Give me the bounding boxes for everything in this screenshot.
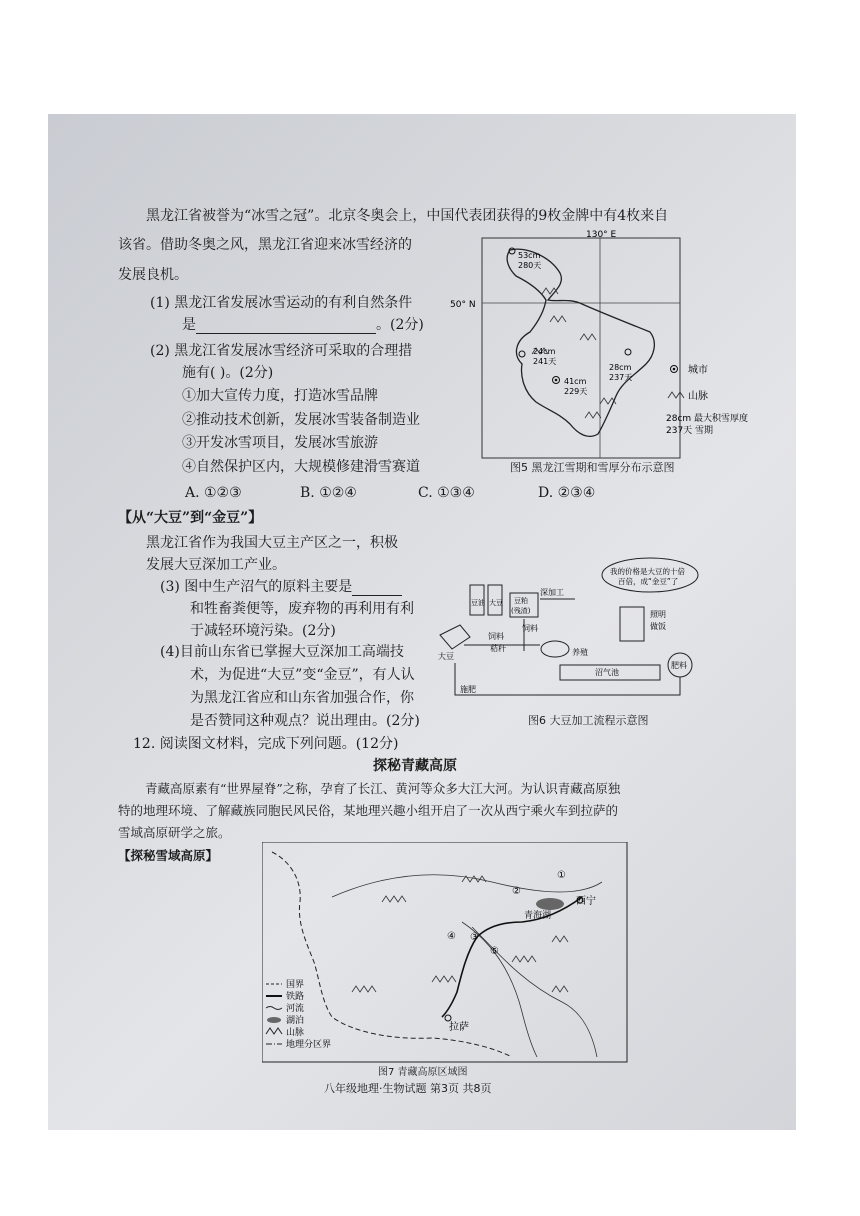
legend-river: 河流 (286, 1004, 305, 1014)
q2-option-b[interactable]: B. ①②④ (300, 485, 357, 501)
figure-7-tibet-map (262, 842, 628, 1064)
province-outline (507, 249, 654, 436)
marker-5: ⑤ (490, 946, 499, 957)
legend-lake-icon (267, 1017, 281, 1023)
q1-answer-blank[interactable] (196, 319, 376, 334)
q12-para-2: 特的地理环境、了解藏族同胞民风民俗，某地理兴趣小组开启了一次从西宁乘火车到拉萨的 (118, 803, 619, 818)
q12-title: 探秘青藏高原 (373, 758, 457, 774)
q1-suffix: 。(2分) (376, 317, 424, 333)
legend-mountain-icon (668, 392, 684, 398)
q3-text: (3) 图中生产沼气的原料主要是 (160, 579, 353, 595)
bubble-line-2: 百倍，成“金豆”了 (618, 577, 679, 586)
marker-2: ② (512, 886, 521, 897)
legend-mountain-label: 山脉 (688, 391, 708, 402)
bubble-line-1: 我的价格是大豆的十倍 (610, 567, 685, 576)
legend-mountain-icon (266, 1028, 282, 1034)
pt2-days: 241天 (533, 357, 557, 366)
label-biogas: 沼气池 (595, 668, 619, 677)
q12-para-3: 雪域高原研学之旅。 (118, 825, 231, 840)
section-line-1: 黑龙江省作为我国大豆主产区之一，积极 (146, 535, 398, 551)
q2-line-1: (2) 黑龙江省发展冰雪经济可采取的合理措 (150, 343, 413, 359)
city-marker-4 (625, 349, 631, 355)
label-feed-1: 饲料 (522, 624, 538, 633)
q4-line-2: 术，为促进“大豆”变“金豆”，有人认 (190, 667, 415, 683)
pt3-depth: 41cm (564, 377, 587, 386)
q12-stem: 12. 阅读图文材料，完成下列问题。(12分) (133, 736, 399, 752)
place-qinghai-lake: 青海湖 (524, 911, 552, 921)
label-residue: (残渣) (511, 607, 531, 615)
intro-line-2: 该省。借助冬奥之风，黑龙江省迎来冰雪经济的 (118, 237, 412, 253)
mountain-symbols (352, 876, 568, 992)
q1-line-1: (1) 黑龙江省发展冰雪运动的有利自然条件 (150, 295, 413, 311)
livestock (541, 641, 569, 657)
q12-subsection: 【探秘雪域高原】 (118, 848, 219, 863)
legend-river-icon (266, 1007, 282, 1010)
q4-line-4: 是否赞同这种观点？说出理由。(2分) (190, 713, 420, 729)
q2-item-3: ③开发冰雪项目，发展冰雪旅游 (182, 435, 378, 451)
label-lighting: 照明 (650, 610, 666, 619)
lhasa-marker (445, 1015, 451, 1021)
figure-6-soy-flow (430, 555, 700, 710)
pt4-days: 237天 (609, 373, 633, 382)
capital-dot (555, 379, 558, 382)
lon-label: 130° E (586, 230, 617, 240)
marker-3: ③ (470, 932, 479, 943)
label-breeding: 养殖 (572, 648, 588, 657)
q2-item-4: ④自然保护区内，大规模修建滑雪赛道 (182, 459, 420, 475)
q3-line-3: 于减轻环境污染。(2分) (190, 623, 336, 639)
pt1-depth: 53cm (518, 251, 541, 260)
intro-line-1: 黑龙江省被誉为“冰雪之冠”。北京冬奥会上，中国代表团获得的9枚金牌中有4枚来自 (146, 208, 669, 224)
legend-depth-example: 28cm 最大积雪厚度 (666, 414, 749, 424)
legend-division: 地理分区界 (286, 1040, 332, 1050)
label-meal: 豆粕 (514, 597, 528, 605)
figure-5-caption: 图5 黑龙江雪期和雪厚分布示意图 (510, 461, 675, 474)
label-soybean: 大豆 (438, 652, 454, 661)
q12-para-1: 青藏高原素有“世界屋脊”之称，孕育了长江、黄河等众多大江大河。为认识青藏高原独 (145, 781, 621, 796)
label-apply: 施肥 (460, 685, 476, 694)
q4-line-3: 为黑龙江省应和山东省加强合作，你 (190, 690, 414, 706)
place-xining: 西宁 (576, 896, 596, 907)
qinghai-lake (536, 898, 564, 910)
legend-days-example: 237天 雪期 (666, 426, 714, 436)
label-soy-oil: 豆油 (471, 599, 485, 607)
label-feed-2: 饲料 (488, 632, 504, 641)
pt1-days: 280天 (518, 261, 542, 270)
pt4-depth: 28cm (609, 363, 632, 372)
q2-line-2: 施有( )。(2分) (182, 365, 274, 381)
q1-line-2 (182, 316, 424, 334)
q3-line-1 (160, 578, 402, 596)
city-marker-2 (519, 351, 525, 357)
label-straw: 秸秆 (490, 644, 506, 653)
intro-line-3: 发展良机。 (118, 267, 188, 283)
section-line-2: 发展大豆深加工产业。 (146, 557, 286, 573)
figure-7-caption: 图7 青藏高原区域图 (378, 1067, 468, 1078)
stove (620, 607, 644, 641)
q1-prefix: 是 (182, 317, 196, 333)
q2-item-1: ①加大宣传力度，打造冰雪品牌 (182, 388, 378, 404)
section-title-soybean: 【从“大豆”到“金豆”】 (118, 510, 263, 526)
q4-line-1: (4)目前山东省已掌握大豆深加工高端技 (160, 644, 404, 660)
legend-lake: 湖泊 (286, 1016, 305, 1026)
q2-option-d[interactable]: D. ②③④ (538, 485, 596, 501)
lat-label: 50° N (450, 300, 476, 310)
label-soy-box: 大豆 (489, 599, 503, 607)
figure-5-heilongjiang-map (450, 228, 795, 480)
border-line (272, 852, 512, 1057)
q2-item-2: ②推动技术创新，发展冰雪装备制造业 (182, 412, 420, 428)
q3-line-2: 和牲畜粪便等，废弃物的再利用有利 (190, 601, 414, 617)
q2-option-a[interactable]: A. ①②③ (185, 485, 242, 501)
marker-1: ① (557, 870, 566, 881)
q3-answer-blank[interactable] (352, 581, 402, 596)
q2-option-c[interactable]: C. ①③④ (418, 485, 475, 501)
arrow-return (455, 663, 680, 695)
label-deep-processing: 深加工 (540, 588, 564, 597)
legend-railway: 铁路 (286, 992, 305, 1002)
place-lhasa: 拉萨 (449, 1022, 469, 1033)
marker-4: ④ (447, 931, 456, 942)
figure-6-caption: 图6 大豆加工流程示意图 (528, 714, 649, 727)
legend-city-label: 城市 (688, 365, 708, 376)
page-footer: 八年级地理·生物试题 第3页 共8页 (324, 1082, 492, 1095)
legend-border: 国界 (286, 980, 305, 990)
legend (266, 979, 331, 1050)
label-cooking: 做饭 (650, 622, 666, 631)
pt3-days: 229天 (564, 387, 588, 396)
legend-mountain: 山脉 (286, 1028, 305, 1038)
pt2-depth: 24cm (533, 347, 556, 356)
label-fertilizer: 肥料 (671, 661, 687, 670)
railway-line (442, 897, 582, 1017)
